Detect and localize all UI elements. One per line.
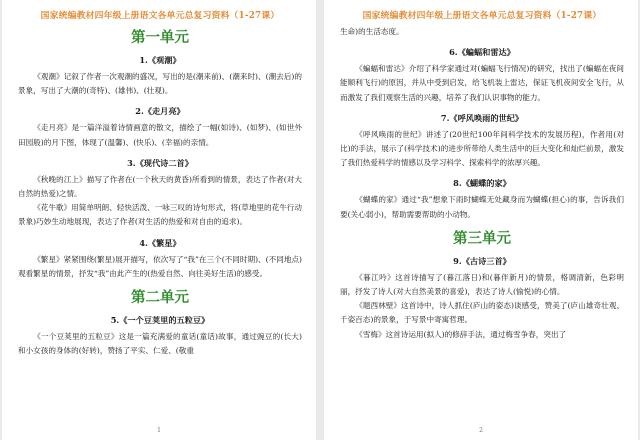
paragraph: 《一个豆荚里的五粒豆》这是一篇充满爱的童话(童话)故事，通过豌豆的(长大)和小女孩的身体的(好转)，赞扬了平实、仁爱、(敬重	[18, 332, 302, 356]
paragraph: 《蝙蝠和雷达》介绍了科学家通过对(蝙蝠飞行情况)的研究，找出了(蝙蝠在夜间能顺利飞行)的原因，并从中受到启发，给飞机装上雷达，保证飞机夜间安全飞行，从而激发了我们观察生活的兴趣，培养了我们认识事物的能力。	[340, 64, 624, 102]
paragraph: 《题西林壁》这首诗中，诗人抓住(庐山的姿态)谈感受，赞美了(庐山雄奇壮观、千姿百态)的景象，于写景中寄寓哲理。	[340, 301, 624, 325]
paragraph: 《繁星》紧紧围绕(繁星)展开描写，依次写了“我”在三个(不同时期)、(不同地点)观看繁星的情景，抒发“我”由此产生的(热爱自然、向往美好生活)的感受。	[18, 254, 302, 278]
document-page-right	[324, 0, 638, 440]
unit-title: 第一单元	[131, 29, 189, 46]
unit-title: 第三单元	[453, 229, 511, 247]
paragraph: 《花牛歌》用简单明朗、轻快活泼、一咏三叹的诗句形式，将(草地里的花牛行动景象)巧妙生动地展现，表达了作者(对生活的热爱和对自由的追求)。	[18, 203, 302, 227]
section-title: 9.《古诗三首》	[453, 255, 511, 266]
paragraph: 生命)的生活态度。	[340, 27, 404, 36]
document-page-left	[2, 0, 316, 440]
section-title: 5.《一个豆荚里的五粒豆》	[110, 315, 210, 326]
unit-title: 第二单元	[131, 289, 189, 307]
page-number: 2	[479, 427, 483, 434]
paragraph: 《暮江吟》这首诗描写了(暮江落日)和(暮伴新月)的情景，格调清新，色彩明丽，抒发了诗人(对大自然美景的喜爱)，表达了诗人(愉悦)的心情。	[340, 272, 624, 297]
page-number: 1	[157, 427, 161, 434]
section-title: 8.《蝴蝶的家》	[453, 178, 511, 189]
page-header: 国家统编教材四年级上册语文各单元总复习资料（1-27课）	[40, 11, 280, 21]
section-title: 7.《呼风唤雨的世纪》	[440, 112, 524, 123]
section-title: 6.《蝙蝠和雷达》	[449, 47, 515, 58]
page-header: 国家统编教材四年级上册语文各单元总复习资料（1-27课）	[362, 11, 602, 21]
section-title: 4.《繁星》	[139, 237, 181, 248]
paragraph: 《雪梅》这首诗运用(拟人)的修辞手法，通过梅雪争春，突出了	[355, 329, 567, 339]
section-title: 2.《走月亮》	[135, 106, 185, 117]
section-title: 3.《现代诗二首》	[127, 157, 193, 168]
paragraph: 《走月亮》是一篇洋溢着诗情画意的散文，描绘了一幅(如诗)、(如梦)、(如世外田园般)的月下图，体现了(温馨)、(快乐)、(幸福)的亲情。	[18, 123, 302, 147]
paragraph: 《观潮》记叙了作者一次观潮的盛况，写出的是(潮来前)、(潮来时)、(潮去后)的景象，写出了大潮的(奇特)、(雄伟)、(壮观)。	[18, 72, 302, 96]
section-title: 1.《观潮》	[139, 55, 181, 65]
paragraph: 《蝴蝶的家》通过“我”想象下雨时蝴蝶无处藏身而为蝴蝶(担心)的事，告诉我们要(关心弱小)，帮助需要帮助的小动物。	[340, 195, 624, 219]
paragraph: 《呼风唤雨的世纪》讲述了(20世纪100年间科学技术的发展历程)，作者用(对比)的手法，展示了(科学技术)的进步所带给人类生活中的巨大变化和灿烂前景，激发了我们热爱科学的情感以及学习科学、探索科学的浓厚兴趣。	[340, 129, 624, 168]
paragraph: 《秋晚的江上》描写了作者在(一个秋天的黄昏)所看到的情景，表达了作者(对大自然的热爱)之情。	[18, 174, 302, 199]
